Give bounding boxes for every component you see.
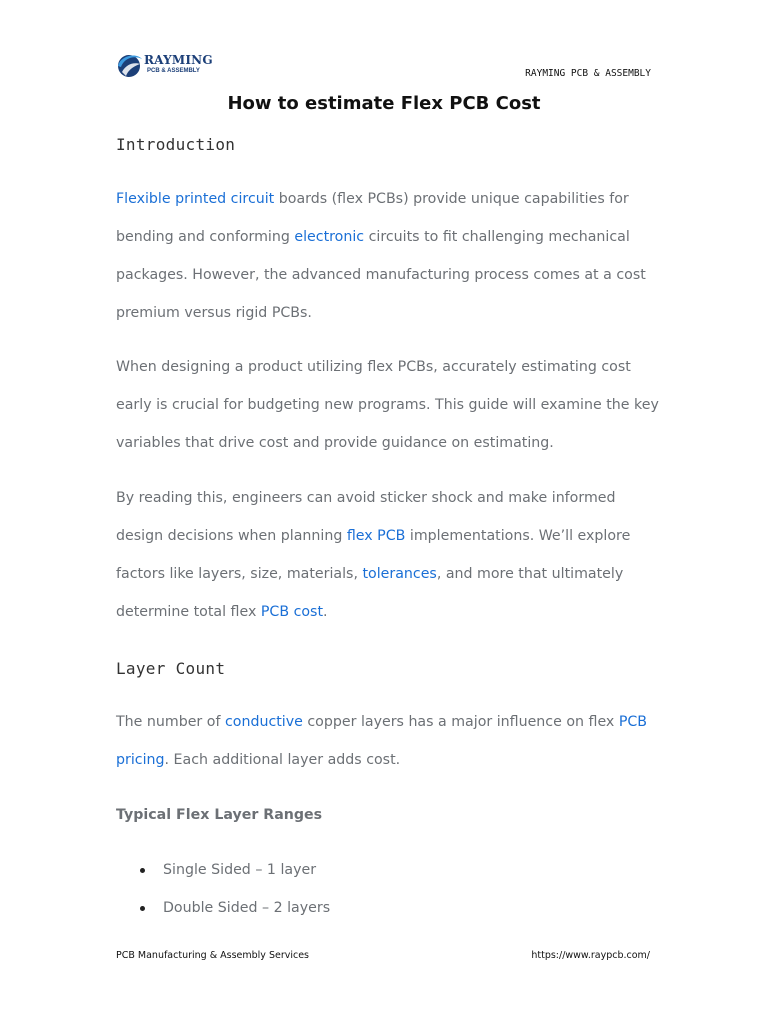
- link-pcb-cost[interactable]: PCB cost: [260, 604, 324, 620]
- link-tolerances[interactable]: tolerances: [362, 566, 437, 582]
- link-electronic[interactable]: electronic: [294, 229, 365, 245]
- link-flexible-printed-circuit[interactable]: Flexible printed circuit: [116, 191, 275, 207]
- paragraph-text: circuits to fit challenging mechanical packages. However, the advanced manufacturing process comes at a cost premium versus rigid PCBs.: [116, 229, 646, 321]
- link-flex-pcb[interactable]: flex PCB: [346, 528, 406, 544]
- list-item-text: Double Sided – 2 layers: [163, 900, 331, 916]
- layer-range-list: [116, 851, 330, 927]
- paragraph-text: .: [323, 604, 328, 620]
- list-item: [116, 851, 330, 889]
- paragraph-intro-2: When designing a product utilizing flex PCBs, accurately estimating cost early is crucial for budgeting new programs. This guide will examine the key variables that drive cost and provide guidance on estimating.: [116, 359, 659, 451]
- logo-name: RAYMING: [144, 53, 213, 67]
- paragraph-text: boards (flex PCBs) provide unique capabilities for bending and conforming: [116, 191, 629, 245]
- section-heading-layer-count: Layer Count: [116, 659, 226, 678]
- footer-services: PCB Manufacturing & Assembly Services: [116, 950, 310, 961]
- paragraph-intro-1: [116, 180, 661, 332]
- logo-subtitle: PCB & ASSEMBLY: [147, 68, 200, 74]
- paragraph-intro-3: [116, 479, 661, 631]
- logo-mark-icon: [114, 50, 144, 80]
- rayming-logo: [114, 50, 214, 80]
- list-item-text: Single Sided – 1 layer: [163, 862, 317, 878]
- paragraph-text: , and more that ultimately determine total flex: [116, 566, 624, 620]
- page-header: [0, 0, 768, 90]
- list-item: [116, 889, 330, 927]
- paragraph-text: implementations. We’ll explore factors like layers, size, materials,: [116, 528, 631, 582]
- subheading-flex-layer-ranges: Typical Flex Layer Ranges: [116, 807, 323, 823]
- footer-url-link[interactable]: https://www.raypcb.com/: [531, 950, 650, 961]
- section-heading-introduction: Introduction: [116, 135, 236, 154]
- document-title: How to estimate Flex PCB Cost: [227, 93, 541, 114]
- paragraph-text: copper layers has a major influence on flex: [302, 714, 619, 730]
- paragraph-text: By reading this, engineers can avoid sticker shock and make informed design decisions when planning: [116, 490, 616, 544]
- link-pcb-pricing[interactable]: PCB pricing: [116, 714, 648, 768]
- link-conductive[interactable]: conductive: [224, 714, 303, 730]
- bullet-icon: [140, 868, 145, 873]
- paragraph-text: . Each additional layer adds cost.: [164, 752, 401, 768]
- paragraph-layer-count: [116, 703, 661, 779]
- header-company-name: RAYMING PCB & ASSEMBLY: [525, 68, 651, 79]
- paragraph-text: The number of: [116, 714, 225, 730]
- bullet-icon: [140, 906, 145, 911]
